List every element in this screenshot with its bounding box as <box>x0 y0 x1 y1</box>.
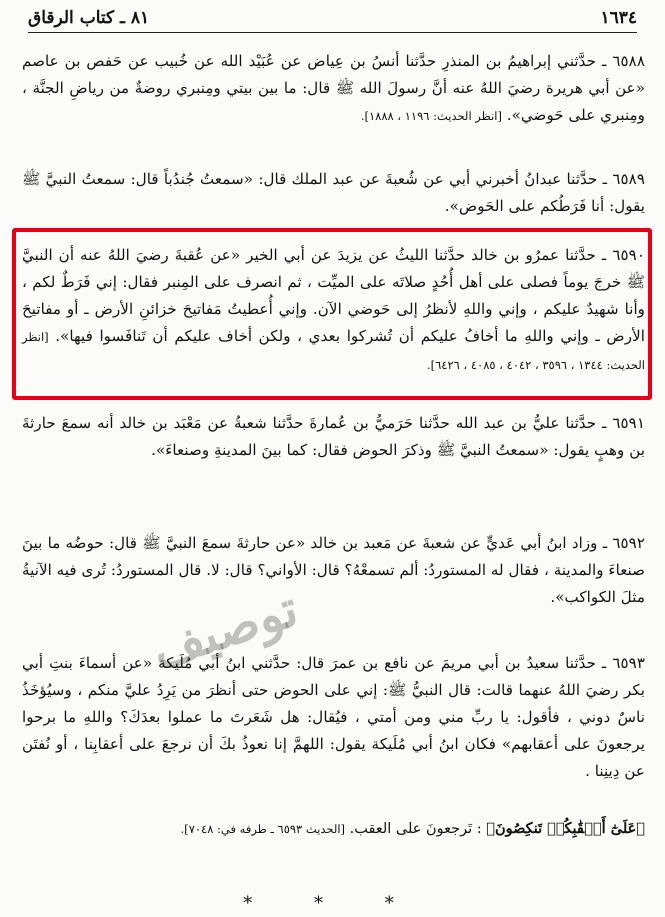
hadith-text: ٦٥٨٩ ـ حدَّثنا عبدانُ أخبرني أبي عن شُعبةَ عن عبد الملك قال: «سمعتُ جُندُباً قال: سمعتُ النبيَّ ﷺ يقول: أنا فَرَطُكم على الحَوض». <box>22 170 645 215</box>
hadith-text: ٦٥٩٠ ـ حدَّثنا عمرُو بن خالد حدَّثنا الليثُ عن يزيدَ عن أبي الخير «عن عُقبةَ رضيَ اللهُ عنه أن النبيَّ ﷺ خرجَ يوماً فصلى على أهل أُحُدٍ صلاتَه على الميِّت ، ثم انصرف على المِنبر فقال: إني فَرَطٌ لكم ، وأنا شهيدٌ عليكم ، وإني واللهِ لأنظرُ إلى حَوضي الآن. وإني أُعطيتُ مَفاتيحَ خزائنِ الأرض ـ أو مفاتيحَ الأرض ـ وإني واللهِ ما أخافُ عليكم أن تُشركوا بعدي ، ولكن أخاف عليكم أن تَنافَسوا فيها». <box>22 246 646 345</box>
hadith-6593 <box>22 650 645 785</box>
hadith-text: ٦٥٩٢ ـ وزاد ابنُ أبي عَديٍّ عن شعبةَ عن مَعبد بن خالد «عن حارثةَ سمعَ النبيَّ ﷺ قال: حوضُه ما بينَ صنعاءَ والمدينة ، فقال له المستوردُ: ألم تسمعْهُ؟ قال: الأواني؟ قال: لا. قال المستوردُ: تُرى فيه الآنيةُ مثلَ الكواكب». <box>22 534 645 606</box>
page-number: ١٦٣٤ <box>600 8 637 28</box>
footnote-line <box>22 820 645 837</box>
footnote-text: : تَرجعونَ على العقب. <box>349 821 482 837</box>
hadith-6588 <box>22 48 645 130</box>
hadith-text: ٦٥٩٣ ـ حدَّثنا سعيدُ بن أبي مريمَ عن نافع بن عمرَ قال: حدَّثني ابنُ أبي مُلَيكة «عن أسماءَ بنتِ أبي بكر رضيَ اللهُ عنهما قالت: قال النبيُّ ﷺ: إني على الحوض حتى أنظرَ من يَرِدُ عليَّ منكم ، وسيُؤخَذُ ناسٌ دوني ، فأقول: يا ربِّ مني ومن أمتي ، فيُقال: هل شَعَرتَ ما عملوا بعدَكَ؟ واللهِ ما برحوا يرجعونَ على أعقابهم» فكان ابنُ أبي مُلَيكة يقول: اللهمَّ إنا نعوذُ بكَ أن نرجعَ على أعقابِنا ، أو نُفتَن عن دِينِنا . <box>22 654 645 780</box>
section-divider: * * * <box>243 893 422 914</box>
hadith-6589 <box>22 166 645 220</box>
quran-verse: ﴿عَلَىٰٓ أَعۡقَٰبِكُمۡ تَنكِصُونَ﴾ <box>486 820 645 837</box>
footnote-reference: [الحديث ٦٥٩٣ ـ طرفه في: ٧٠٤٨]. <box>180 822 346 836</box>
header-rule <box>28 32 637 33</box>
hadith-6592 <box>22 530 645 611</box>
hadith-reference: [انظر الحديث: ١٣٤٤ ، ٣٥٩٦ ، ٤٠٤٢ ، ٤٠٨٥ ، ٦٤٢٦]. <box>22 330 645 372</box>
page-header <box>28 6 637 30</box>
hadith-text: ٦٥٩١ ـ حدَّثنا عليُّ بن عبد الله حدَّثنا حَرَميُّ بن عُمارةَ حدَّثنا شعبةُ عن مَعْبَد بن خالد أنه سمعَ حارثةَ بن وهبٍ يقول: «سمعتُ النبيَّ ﷺ وذكرَ الحوض فقال: كما بينَ المدينةِ وصنعاءَ». <box>22 414 645 459</box>
book-title: ٨١ ـ كتاب الرقاق <box>28 8 150 28</box>
hadith-text: ٦٥٨٨ ـ حدَّثني إبراهيمُ بن المنذرِ حدَّثنا أنسُ بن عِياض عن عُبَيْد الله عن خُبيب عن حَفص بن عاصم «عن أبي هريرة رضيَ اللهُ عنه أنَّ رسولَ الله ﷺ قال: ما بين بيتي ومِنبري روضةٌ من رياضِ الجنَّة ، ومِنبري على حَوضي». <box>22 52 645 124</box>
hadith-reference: [انظر الحديث: ١١٩٦ ، ١٨٨٨]. <box>360 109 502 123</box>
hadith-6590 <box>22 242 645 379</box>
hadith-6591 <box>22 410 645 464</box>
watermark: توصيف <box>144 578 305 681</box>
